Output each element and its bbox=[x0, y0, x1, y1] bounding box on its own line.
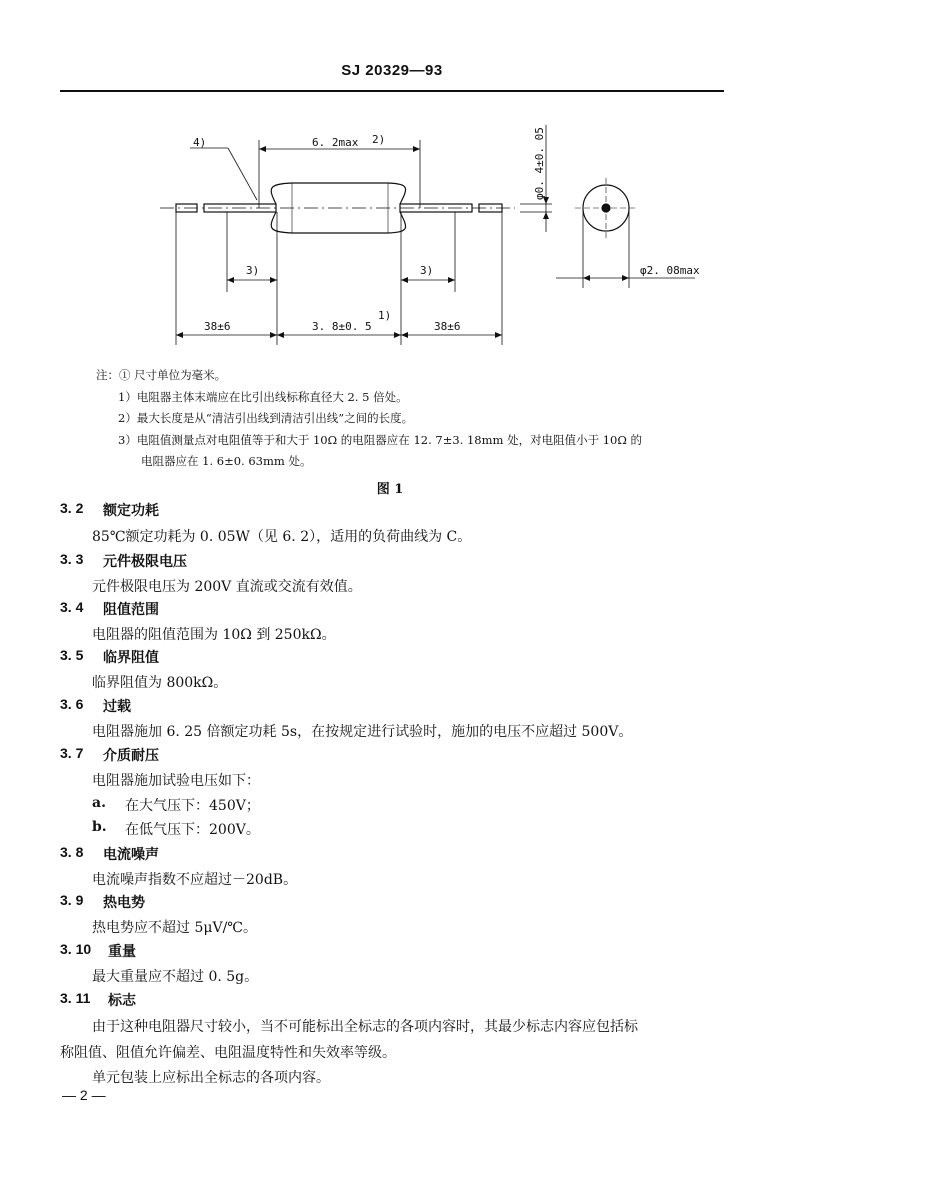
section-text: 由于这种电阻器尺寸较小，当不可能标出全标志的各项内容时，其最少标志内容应包括标 bbox=[92, 1019, 638, 1035]
section-text: 临界阻值为 800kΩ。 bbox=[92, 675, 228, 691]
section-title: 介质耐压 bbox=[103, 748, 159, 764]
section-number: 3. 10 bbox=[60, 941, 92, 957]
section-number: 3. 8 bbox=[60, 844, 84, 860]
section-title: 标志 bbox=[108, 993, 136, 1009]
body-diameter-label: φ2. 08max bbox=[640, 264, 700, 277]
section-title: 额定功耗 bbox=[103, 503, 159, 519]
section-title: 过载 bbox=[103, 699, 131, 715]
measure-right-label: 3) bbox=[420, 264, 434, 277]
list-item-label: a. bbox=[92, 795, 106, 811]
section-text: 电阻器施加试验电压如下： bbox=[92, 773, 260, 789]
section-number: 3. 6 bbox=[60, 696, 84, 712]
section-title: 阻值范围 bbox=[103, 602, 159, 618]
section-text: 电阻器施加 6. 25 倍额定功耗 5s，在按规定进行试验时，施加的电压不应超过 500V。 bbox=[92, 724, 633, 740]
measure-left-label: 3) bbox=[246, 264, 260, 277]
section-number: 3. 3 bbox=[60, 551, 84, 567]
section-title: 临界阻值 bbox=[103, 650, 159, 666]
notes-title: 注：① 尺寸单位为毫米。 bbox=[96, 368, 227, 382]
note-1: 1）电阻器主体末端应在比引出线标称直径大 2. 5 倍处。 bbox=[118, 389, 408, 404]
body-length-note-label: 1) bbox=[378, 309, 392, 322]
section-text: 电流噪声指数不应超过－20dB。 bbox=[92, 872, 298, 888]
standard-code: SJ 20329—93 bbox=[341, 62, 443, 79]
section-text: 电阻器的阻值范围为 10Ω 到 250kΩ。 bbox=[92, 627, 336, 643]
note4-ref-label: 4) bbox=[193, 136, 207, 149]
section-title: 热电势 bbox=[103, 895, 145, 911]
section-number: 3. 2 bbox=[60, 500, 84, 516]
section-number: 3. 9 bbox=[60, 892, 84, 908]
page-number: — 2 — bbox=[62, 1087, 106, 1103]
section-text-2: 单元包装上应标出全标志的各项内容。 bbox=[92, 1070, 330, 1086]
section-number: 3. 4 bbox=[60, 599, 84, 615]
list-item-text: 在低气压下：200V。 bbox=[125, 822, 260, 838]
note-2: 2）最大长度是从“清洁引出线到清洁引出线”之间的长度。 bbox=[118, 411, 414, 425]
section-text: 最大重量应不超过 0. 5g。 bbox=[92, 969, 259, 985]
header-rule bbox=[60, 90, 724, 92]
lead-diameter-label: φ0. 4±0. 05 bbox=[533, 127, 546, 200]
note-3: 3）电阻值测量点对电阻值等于和大于 10Ω 的电阻器应在 12. 7±3. 18mm 处，对电阻值小于 10Ω 的 bbox=[118, 432, 643, 447]
section-text: 元件极限电压为 200V 直流或交流有效值。 bbox=[92, 579, 362, 595]
section-text: 热电势应不超过 5μV/℃。 bbox=[92, 920, 257, 936]
section-title: 重量 bbox=[108, 944, 136, 960]
length-note-label: 2) bbox=[372, 133, 386, 146]
section-number: 3. 5 bbox=[60, 647, 84, 663]
list-item-label: b. bbox=[92, 819, 107, 835]
section-title: 电流噪声 bbox=[103, 847, 159, 863]
section-number: 3. 7 bbox=[60, 745, 84, 761]
list-item-text: 在大气压下：450V； bbox=[125, 798, 260, 814]
section-title: 元件极限电压 bbox=[103, 554, 187, 570]
resistor-drawing bbox=[0, 110, 720, 355]
section-text-continued: 称阻值、阻值允许偏差、电阻温度特性和失效率等级。 bbox=[60, 1045, 396, 1061]
section-number: 3. 11 bbox=[60, 990, 91, 1006]
body-length-label: 3. 8±0. 5 bbox=[312, 320, 372, 333]
note-3-continued: 电阻器应在 1. 6±0. 63mm 处。 bbox=[141, 454, 312, 468]
lead-left-length-label: 38±6 bbox=[204, 320, 231, 333]
section-text: 85℃额定功耗为 0. 05W（见 6. 2），适用的负荷曲线为 C。 bbox=[92, 529, 472, 545]
figure-notes bbox=[96, 365, 642, 473]
lead-right-length-label: 38±6 bbox=[434, 320, 461, 333]
figure-caption: 图 1 bbox=[376, 482, 404, 497]
length-max-label: 6. 2max bbox=[312, 136, 359, 149]
